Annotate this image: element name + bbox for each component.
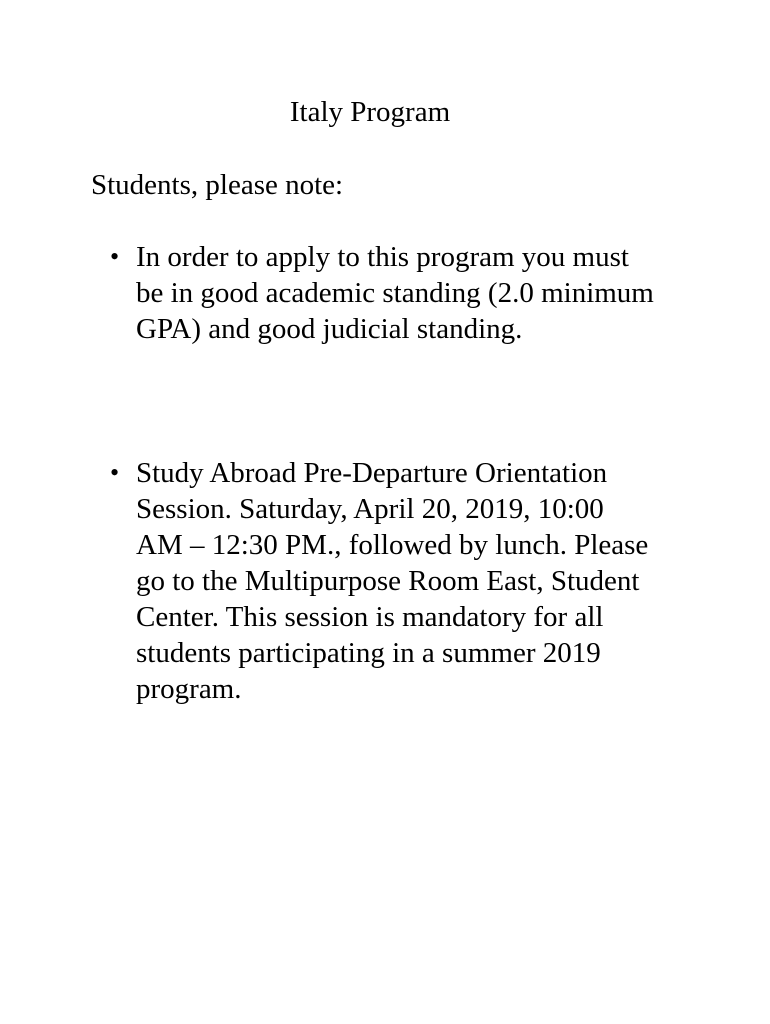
intro-text: Students, please note: xyxy=(91,169,344,201)
list-item-text: Study Abroad Pre-Departure Orientation Session. Saturday, April 20, 2019, 10:00 AM – 12:30 PM., followed by lunch. Please go to the Multipurpose Room East, Student Center. This session is mandatory for all students participating in a summer 2019 program. xyxy=(136,457,649,705)
document-title: Italy Program xyxy=(289,96,451,128)
bullet-icon: • xyxy=(110,242,120,271)
list-item xyxy=(110,239,690,347)
list-item xyxy=(110,455,690,707)
list-item-text: In order to apply to this program you must be in good academic standing (2.0 minimum GPA) and good judicial standing. xyxy=(136,241,654,345)
bullet-icon: • xyxy=(110,458,120,487)
